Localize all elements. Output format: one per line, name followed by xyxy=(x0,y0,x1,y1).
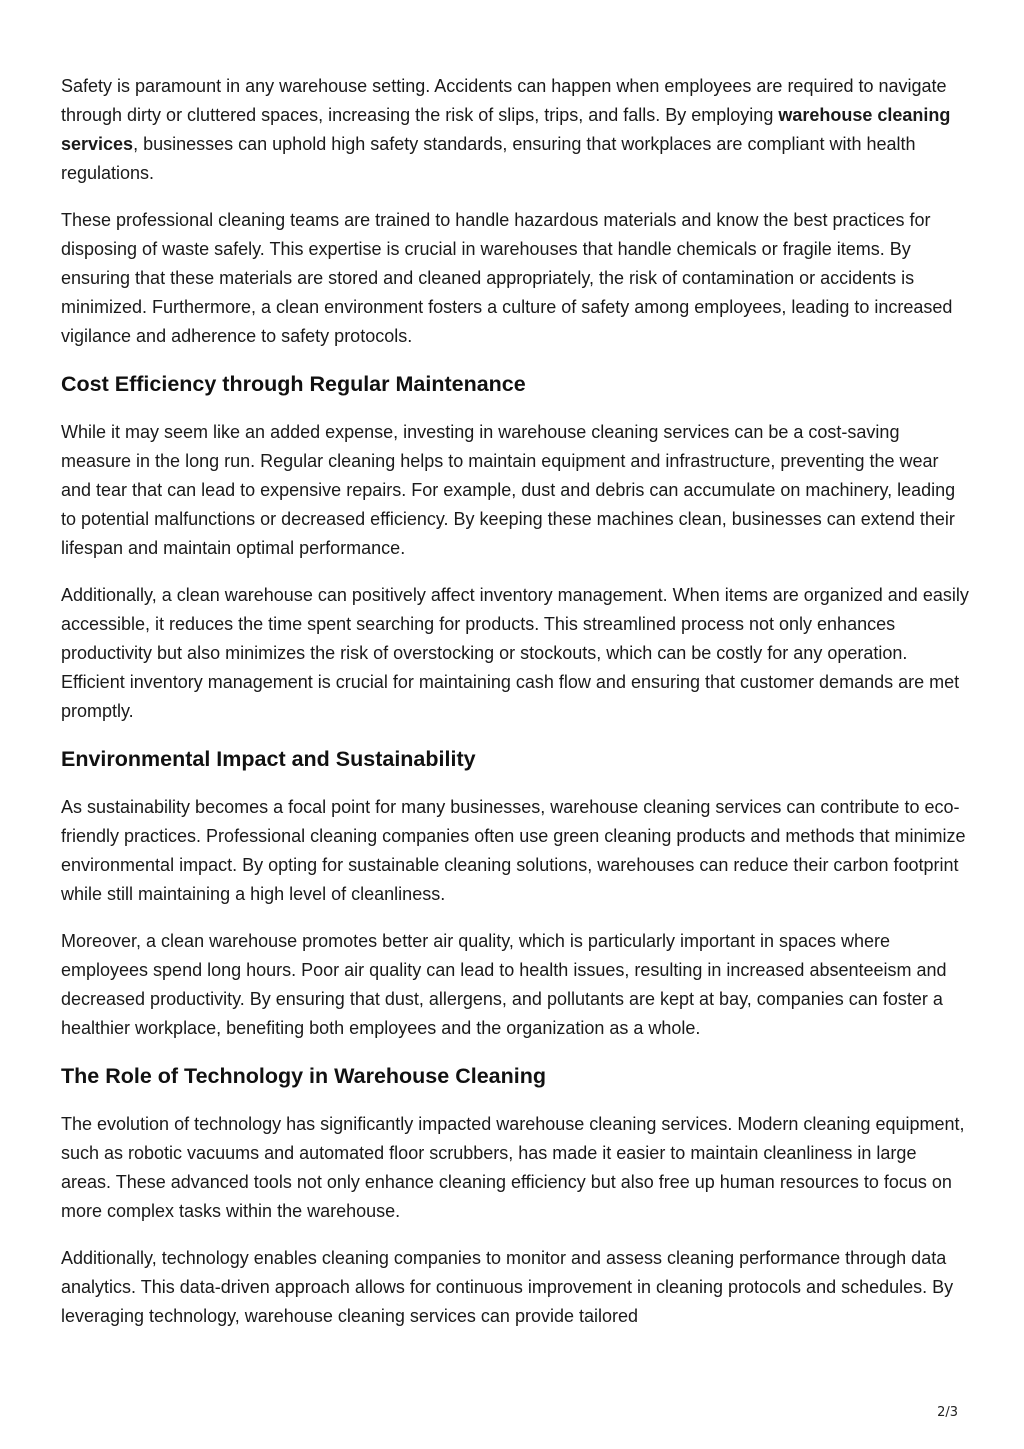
paragraph-sustainability: As sustainability becomes a focal point for many businesses, warehouse cleaning services can contribute to eco-friendly practices. Professional cleaning companies often use green cleaning products and methods that minimize environmental impact. By opting for sustainable cleaning solutions, warehouses can reduce their carbon footprint while still maintaining a high level of cleanliness. xyxy=(61,797,966,904)
paragraph-data-analytics: Additionally, technology enables cleaning companies to monitor and assess cleaning performance through data analytics. This data-driven approach allows for continuous improvement in cleaning protocols and schedules. By leveraging technology, warehouse cleaning services can provide tailored xyxy=(61,1248,954,1326)
paragraph-safety xyxy=(61,72,971,188)
heading-cost-efficiency: Cost Efficiency through Regular Maintenance xyxy=(61,372,526,396)
paragraph-professional-teams: These professional cleaning teams are trained to handle hazardous materials and know the best practices for disposing of waste safely. This expertise is crucial in warehouses that handle chemicals or fragile items. By ensuring that these materials are stored and cleaned appropriately, the risk of contamination or accidents is minimized. Furthermore, a clean environment fosters a culture of safety among employees, leading to increased vigilance and adherence to safety protocols. xyxy=(61,210,953,346)
heading-environmental-impact: Environmental Impact and Sustainability xyxy=(61,747,476,771)
heading-technology: The Role of Technology in Warehouse Cleaning xyxy=(61,1064,546,1088)
document-body xyxy=(61,72,971,1349)
paragraph-air-quality: Moreover, a clean warehouse promotes better air quality, which is particularly important in spaces where employees spend long hours. Poor air quality can lead to health issues, resulting in increased absenteeism and decreased productivity. By ensuring that dust, allergens, and pollutants are kept at bay, companies can foster a healthier workplace, benefiting both employees and the organization as a whole. xyxy=(61,931,947,1038)
page-number: 2/3 xyxy=(937,1405,958,1420)
paragraph-safety-text-end: , businesses can uphold high safety standards, ensuring that workplaces are compliant with health regulations. xyxy=(61,134,916,183)
bold-keyword: warehouse cleaning services xyxy=(61,105,951,154)
paragraph-safety-text-start: Safety is paramount in any warehouse setting. Accidents can happen when employees are required to navigate through dirty or cluttered spaces, increasing the risk of slips, trips, and falls. By employing xyxy=(61,76,947,125)
paragraph-cost-saving: While it may seem like an added expense, investing in warehouse cleaning services can be a cost-saving measure in the long run. Regular cleaning helps to maintain equipment and infrastructure, preventing the wear and tear that can lead to expensive repairs. For example, dust and debris can accumulate on machinery, leading to potential malfunctions or decreased efficiency. By keeping these machines clean, businesses can extend their lifespan and maintain optimal performance. xyxy=(61,422,956,558)
paragraph-technology-evolution: The evolution of technology has significantly impacted warehouse cleaning services. Modern cleaning equipment, such as robotic vacuums and automated floor scrubbers, has made it easier to maintain cleanliness in large areas. These advanced tools not only enhance cleaning efficiency but also free up human resources to focus on more complex tasks within the warehouse. xyxy=(61,1114,965,1221)
paragraph-inventory: Additionally, a clean warehouse can positively affect inventory management. When items are organized and easily accessible, it reduces the time spent searching for products. This streamlined process not only enhances productivity but also minimizes the risk of overstocking or stockouts, which can be costly for any operation. Efficient inventory management is crucial for maintaining cash flow and ensuring that customer demands are met promptly. xyxy=(61,585,969,721)
